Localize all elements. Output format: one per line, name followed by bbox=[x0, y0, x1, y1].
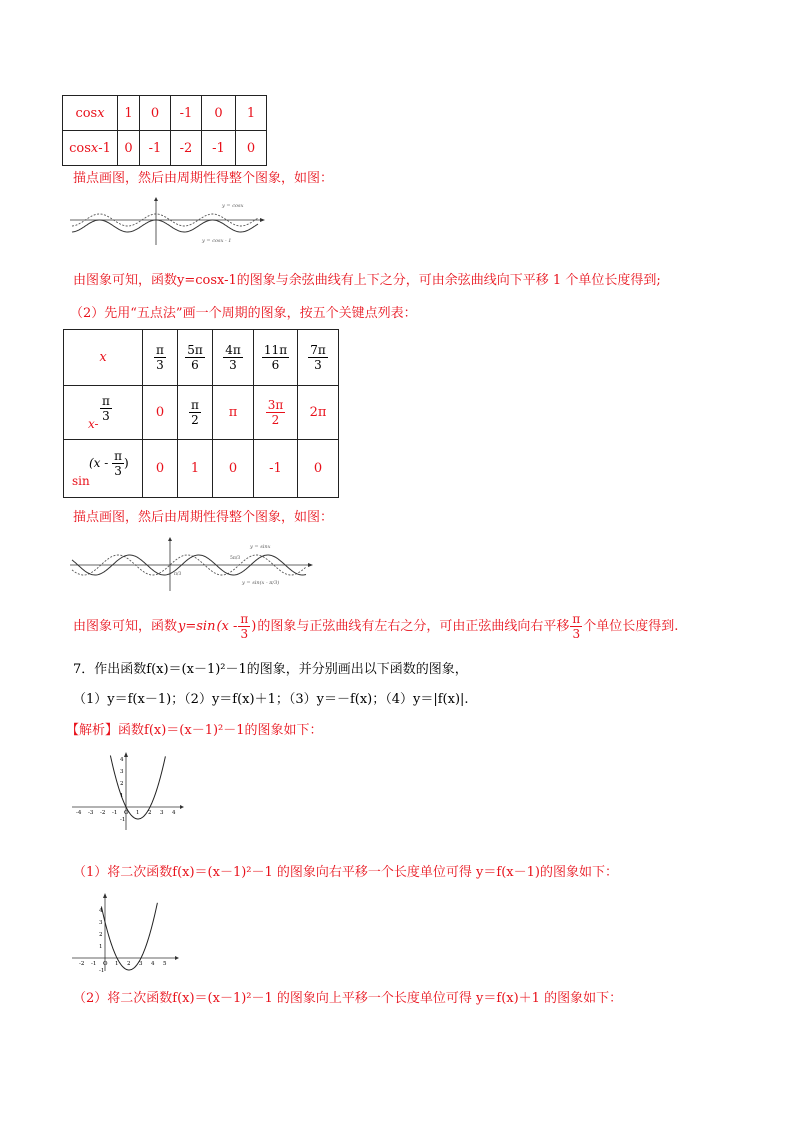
tick-label: 1 bbox=[115, 961, 119, 967]
tick-label: 1 bbox=[136, 810, 140, 816]
paragraph: 由图象可知，函数y=cosx-1的图象与余弦曲线有上下之分，可由余弦曲线向下平移 1 个单位长度得到; bbox=[73, 273, 661, 288]
paragraph: 描点画图，然后由周期性得整个图象，如图： bbox=[73, 171, 334, 186]
table-cell: 1 bbox=[178, 440, 213, 498]
table-cell: 1 bbox=[118, 96, 140, 131]
tick-label: 5 bbox=[163, 961, 167, 967]
table-cell: -1 bbox=[202, 131, 236, 166]
tick-label: 4 bbox=[172, 810, 176, 816]
paragraph: 由图象可知，函数 y=sin (x - $\frac{\pi}{3}$ ) 的图象与正弦曲线有左右之分，可由正弦曲线向右平移 $\frac{\pi}{3}$ 个单位长度得到. bbox=[73, 612, 679, 641]
row-label: sin (x - $\frac{\pi}{3}$ ) bbox=[64, 440, 143, 498]
row-label: $\frac{\pi}{3}$ x- bbox=[64, 386, 143, 440]
curve-label: y = cosx bbox=[222, 203, 244, 209]
tick-label: 4 bbox=[120, 757, 124, 763]
tick-label: 5π/3 bbox=[230, 556, 241, 561]
tick-label: O bbox=[124, 810, 129, 816]
tick-label: 3 bbox=[160, 810, 164, 816]
question-7-parts: （1）y＝f(x－1)；（2）y＝f(x)＋1；（3）y＝－f(x)；（4）y＝|f(x)|. bbox=[73, 692, 469, 707]
table-row bbox=[64, 330, 339, 386]
table-cell: -1 bbox=[254, 440, 298, 498]
tick-label: -1 bbox=[120, 817, 126, 823]
sin-graph bbox=[70, 537, 315, 592]
table-cell: $\frac{\pi}{2}$ bbox=[178, 386, 213, 440]
tick-label: 2 bbox=[148, 810, 152, 816]
row-label: cosx bbox=[63, 96, 118, 131]
tick-label: 4 bbox=[151, 961, 155, 967]
table-cell: -1 bbox=[140, 131, 171, 166]
tick-label: -4 bbox=[76, 810, 82, 816]
tick-label: 3 bbox=[120, 769, 124, 775]
paragraph: （2）先用“五点法”画一个周期的图象，按五个关键点列表： bbox=[70, 306, 417, 321]
tick-label: 1 bbox=[120, 793, 124, 799]
tick-label: -3 bbox=[88, 810, 94, 816]
curve-label: y = sinx bbox=[250, 544, 271, 550]
table-cell: $\frac{7\pi}{3}$ bbox=[298, 330, 339, 386]
paragraph: 描点画图，然后由周期性得整个图象，如图： bbox=[73, 510, 334, 525]
tick-label: 2 bbox=[120, 781, 124, 787]
table-cell: 0 bbox=[143, 440, 178, 498]
cos-graph bbox=[70, 197, 265, 247]
cos-table bbox=[62, 95, 267, 166]
table-cell: 0 bbox=[213, 440, 254, 498]
cos-minus-one-curve bbox=[72, 220, 258, 232]
row-label: x bbox=[64, 330, 143, 386]
table-cell: $\frac{4\pi}{3}$ bbox=[213, 330, 254, 386]
paragraph: （1）将二次函数f(x)＝(x－1)²－1 的图象向右平移一个长度单位可得 y＝f(x－1)的图象如下： bbox=[73, 865, 618, 880]
tick-label: 4 bbox=[99, 908, 103, 914]
table-cell: 2π bbox=[298, 386, 339, 440]
shifted-parabola-graph bbox=[72, 893, 187, 973]
table-cell: 0 bbox=[298, 440, 339, 498]
table-cell: 0 bbox=[118, 131, 140, 166]
paragraph: （2）将二次函数f(x)＝(x－1)²－1 的图象向上平移一个长度单位可得 y＝f(x)＋1 的图象如下： bbox=[73, 991, 623, 1006]
analysis: 【解析】函数f(x)＝(x－1)²－1的图象如下： bbox=[66, 723, 323, 738]
row-label: cosx-1 bbox=[63, 131, 118, 166]
tick-label: 2 bbox=[127, 961, 131, 967]
table-cell: -1 bbox=[171, 96, 202, 131]
table-cell: $\frac{11\pi}{6}$ bbox=[254, 330, 298, 386]
question-7-title: 7．作出函数f(x)＝(x－1)²－1的图象，并分别画出以下函数的图象， bbox=[73, 662, 468, 677]
tick-label: O bbox=[103, 961, 108, 967]
table-row bbox=[63, 96, 267, 131]
curve-label: y = sin(x - π/3) bbox=[242, 580, 280, 586]
table-cell: 0 bbox=[202, 96, 236, 131]
table-cell: $\frac{\pi}{3}$ bbox=[143, 330, 178, 386]
tick-label: 3 bbox=[139, 961, 143, 967]
curve-label: y = cosx - 1 bbox=[202, 238, 232, 244]
parabola-curve bbox=[101, 903, 157, 970]
table-cell: $\frac{3\pi}{2}$ bbox=[254, 386, 298, 440]
tick-label: -1 bbox=[91, 961, 97, 967]
tick-label: -2 bbox=[79, 961, 85, 967]
sin-table bbox=[63, 329, 339, 498]
tick-label: -2 bbox=[100, 810, 106, 816]
tick-label: -1 bbox=[112, 810, 118, 816]
table-row bbox=[64, 440, 339, 498]
table-cell: 0 bbox=[143, 386, 178, 440]
table-cell: 1 bbox=[236, 96, 267, 131]
tick-label: 3 bbox=[99, 920, 103, 926]
table-cell: $\frac{5\pi}{6}$ bbox=[178, 330, 213, 386]
tick-label: π/3 bbox=[174, 572, 182, 577]
table-cell: 0 bbox=[236, 131, 267, 166]
table-row bbox=[63, 131, 267, 166]
tick-label: 2 bbox=[99, 932, 103, 938]
table-cell: 0 bbox=[140, 96, 171, 131]
table-row bbox=[64, 386, 339, 440]
tick-label: -1 bbox=[99, 968, 105, 974]
table-cell: π bbox=[213, 386, 254, 440]
parabola-graph bbox=[72, 752, 187, 832]
table-cell: -2 bbox=[171, 131, 202, 166]
tick-label: 1 bbox=[99, 944, 103, 950]
